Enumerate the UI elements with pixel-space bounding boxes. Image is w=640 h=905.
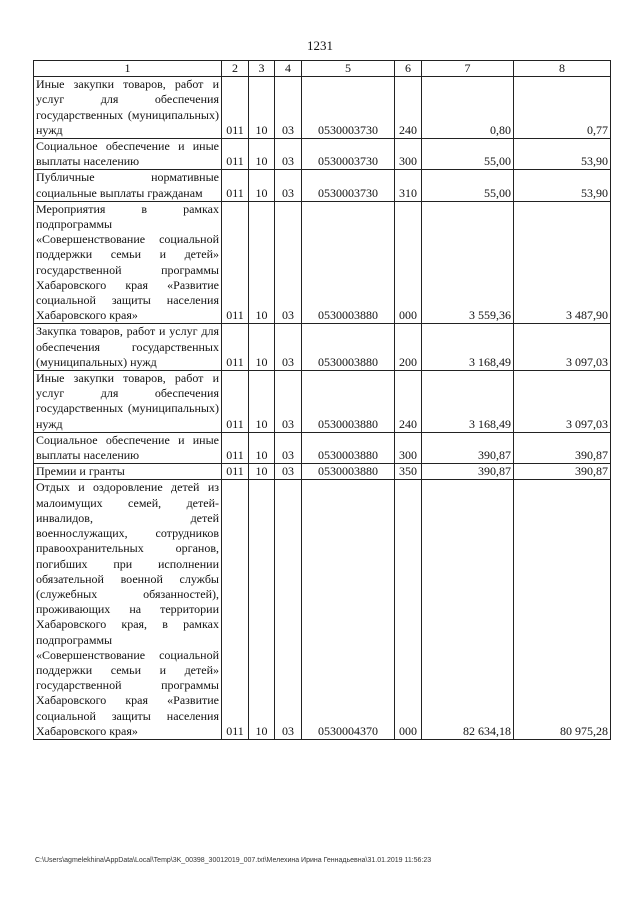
cell-c2: 011 [222, 371, 249, 433]
table-row [34, 371, 611, 433]
table-row [34, 77, 611, 139]
cell-c8: 0,77 [514, 77, 611, 139]
cell-c4: 03 [275, 77, 302, 139]
row-name: Социальное обеспечение и иные выплаты населению [34, 139, 222, 170]
cell-c3: 10 [249, 170, 275, 201]
row-name: Закупка товаров, работ и услуг для обеспечения государственных (муниципальных) нужд [34, 324, 222, 371]
budget-table [33, 60, 611, 740]
cell-c6: 240 [395, 77, 422, 139]
cell-c7: 390,87 [422, 432, 514, 463]
cell-c8: 53,90 [514, 139, 611, 170]
cell-c2: 011 [222, 464, 249, 480]
cell-c8: 390,87 [514, 432, 611, 463]
cell-c4: 03 [275, 432, 302, 463]
cell-c3: 10 [249, 139, 275, 170]
cell-c2: 011 [222, 77, 249, 139]
cell-c3: 10 [249, 77, 275, 139]
row-name: Публичные нормативные социальные выплаты гражданам [34, 170, 222, 201]
cell-c7: 0,80 [422, 77, 514, 139]
cell-c6: 310 [395, 170, 422, 201]
column-header: 5 [302, 61, 395, 77]
cell-c4: 03 [275, 139, 302, 170]
table-row [34, 139, 611, 170]
cell-c3: 10 [249, 324, 275, 371]
cell-c2: 011 [222, 480, 249, 739]
column-header: 1 [34, 61, 222, 77]
column-header: 2 [222, 61, 249, 77]
cell-c2: 011 [222, 324, 249, 371]
cell-c7: 3 559,36 [422, 201, 514, 324]
cell-c5: 0530003880 [302, 324, 395, 371]
cell-c5: 0530003880 [302, 432, 395, 463]
column-header: 4 [275, 61, 302, 77]
cell-c6: 240 [395, 371, 422, 433]
cell-c6: 300 [395, 432, 422, 463]
cell-c3: 10 [249, 371, 275, 433]
cell-c2: 011 [222, 170, 249, 201]
cell-c8: 80 975,28 [514, 480, 611, 739]
cell-c2: 011 [222, 432, 249, 463]
cell-c6: 300 [395, 139, 422, 170]
row-name: Иные закупки товаров, работ и услуг для обеспечения государственных (муниципальных) нужд [34, 77, 222, 139]
row-name: Социальное обеспечение и иные выплаты населению [34, 432, 222, 463]
cell-c7: 82 634,18 [422, 480, 514, 739]
cell-c5: 0530003880 [302, 371, 395, 433]
cell-c8: 390,87 [514, 464, 611, 480]
column-header: 7 [422, 61, 514, 77]
cell-c8: 3 097,03 [514, 324, 611, 371]
column-header: 8 [514, 61, 611, 77]
cell-c5: 0530003880 [302, 201, 395, 324]
cell-c3: 10 [249, 464, 275, 480]
cell-c4: 03 [275, 324, 302, 371]
footer-file-path: C:\Users\agmelekhina\AppData\Local\Temp\3K_00398_30012019_007.txt\Мелехина Ирина Геннадьевна\31.01.2019 11:56:23 [35, 857, 432, 864]
cell-c6: 200 [395, 324, 422, 371]
cell-c2: 011 [222, 139, 249, 170]
cell-c8: 3 487,90 [514, 201, 611, 324]
column-header: 6 [395, 61, 422, 77]
column-header: 3 [249, 61, 275, 77]
cell-c5: 0530004370 [302, 480, 395, 739]
row-name: Премии и гранты [34, 464, 222, 480]
cell-c5: 0530003880 [302, 464, 395, 480]
row-name: Мероприятия в рамках подпрограммы «Совершенствование социальной поддержки семьи и детей» государственной программы Хабаровского края «Развитие социальной защиты населения Хабаровского края» [34, 201, 222, 324]
cell-c8: 3 097,03 [514, 371, 611, 433]
cell-c4: 03 [275, 480, 302, 739]
table-row [34, 432, 611, 463]
cell-c7: 3 168,49 [422, 324, 514, 371]
cell-c2: 011 [222, 201, 249, 324]
cell-c5: 0530003730 [302, 170, 395, 201]
row-name: Иные закупки товаров, работ и услуг для обеспечения государственных (муниципальных) нужд [34, 371, 222, 433]
cell-c5: 0530003730 [302, 139, 395, 170]
cell-c6: 000 [395, 480, 422, 739]
table-row [34, 480, 611, 739]
table-row [34, 170, 611, 201]
table-row [34, 201, 611, 324]
cell-c3: 10 [249, 432, 275, 463]
cell-c5: 0530003730 [302, 77, 395, 139]
cell-c6: 350 [395, 464, 422, 480]
table-row [34, 324, 611, 371]
page-number: 1231 [307, 38, 333, 53]
cell-c7: 3 168,49 [422, 371, 514, 433]
cell-c7: 390,87 [422, 464, 514, 480]
cell-c4: 03 [275, 170, 302, 201]
cell-c4: 03 [275, 464, 302, 480]
header-row [34, 61, 611, 77]
row-name: Отдых и оздоровление детей из малоимущих семей, детей-инвалидов, детей военнослужащих, сотрудников правоохранительных органов, погибших при исполнении обязательной военной службы (служебных обязанностей), проживающих на территории Хабаровского края, в рамках подпрограммы «Совершенствование социальной поддержки семьи и детей» государственной программы Хабаровского края «Развитие социальной защиты населения Хабаровского края» [34, 480, 222, 739]
cell-c7: 55,00 [422, 170, 514, 201]
cell-c6: 000 [395, 201, 422, 324]
cell-c3: 10 [249, 480, 275, 739]
cell-c8: 53,90 [514, 170, 611, 201]
cell-c7: 55,00 [422, 139, 514, 170]
table-row [34, 464, 611, 480]
cell-c3: 10 [249, 201, 275, 324]
cell-c4: 03 [275, 201, 302, 324]
cell-c4: 03 [275, 371, 302, 433]
